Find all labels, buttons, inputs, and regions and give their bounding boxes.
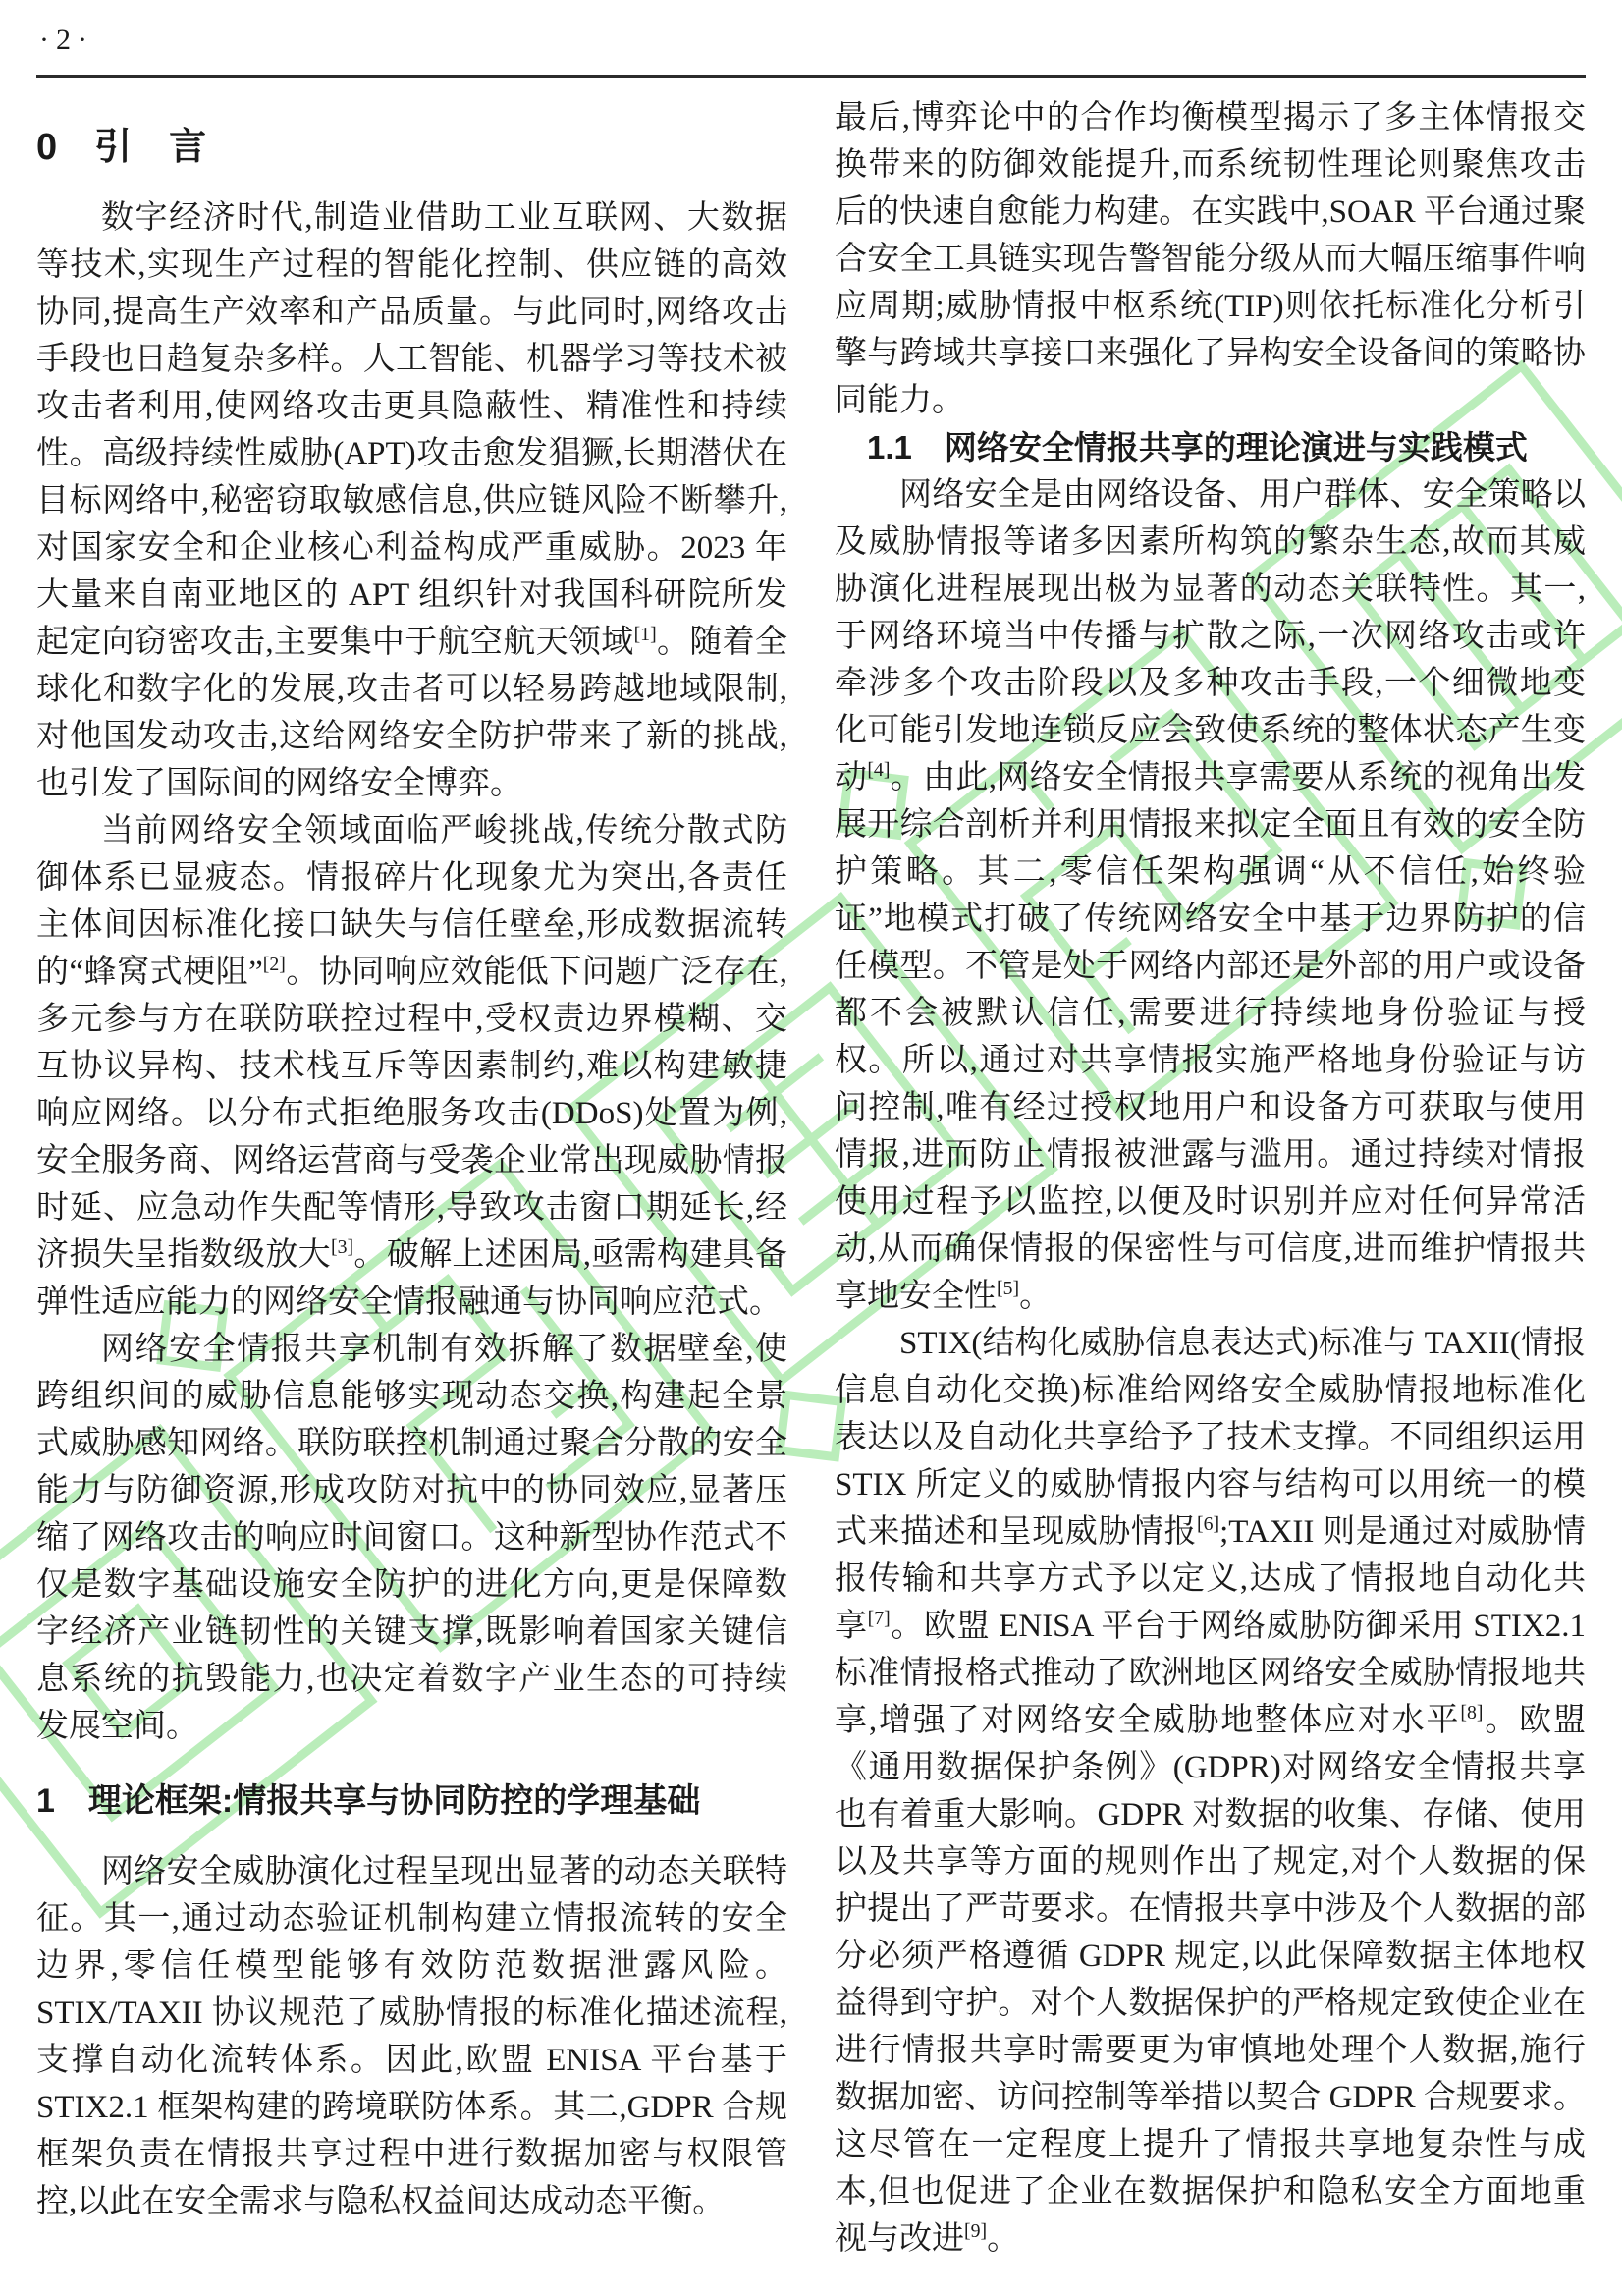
section-1-1-heading: 1.1 网络安全情报共享的理论演进与实践模式 <box>867 429 1528 465</box>
citation-ref: [1] <box>633 624 657 645</box>
header-rule <box>36 75 1586 78</box>
right-column <box>835 94 1586 2286</box>
citation-ref: [7] <box>867 1608 891 1629</box>
citation-ref: [4] <box>867 759 891 781</box>
left-column <box>36 94 787 2286</box>
section-1-heading: 1 理论框架:情报共享与协同防控的学理基础 <box>36 1782 701 1820</box>
citation-ref: [9] <box>964 2220 988 2242</box>
article-body <box>36 94 1586 2286</box>
page-header <box>39 24 1586 57</box>
citation-ref: [3] <box>331 1236 354 1258</box>
paragraph-intro-1: 数字经济时代,制造业借助工业互联网、大数据等技术,实现生产过程的智能化控制、供应链的高效协同,提高生产效率和产品质量。与此同时,网络攻击手段也日趋复杂多样。人工智能、机器学习等技术被攻击者利用,使网络攻击更具隐蔽性、精准性和持续性。高级持续性威胁(APT)攻击愈发猖獗,长期潜伏在目标网络中,秘密窃取敏感信息,供应链风险不断攀升,对国家安全和企业核心利益构成严重威胁。2023 年大量来自南亚地区的 APT 组织针对我国科研院所发起定向窃密攻击,主要集中于航空航天领域[1]。随着全球化和数字化的发展,攻击者可以轻易跨越地域限制,对他国发动攻击,这给网络安全防护带来了新的挑战,也引发了国际间的网络安全博弈。 <box>36 200 788 801</box>
paragraph-intro-2: 当前网络安全领域面临严峻挑战,传统分散式防御体系已显疲态。情报碎片化现象尤为突出,各责任主体间因标准化接口缺失与信任壁垒,形成数据流转的“蜂窝式梗阻”[2]。协同响应效能低下问题广泛存在,多元参与方在联防联控过程中,受权责边界模糊、交互协议异构、技术栈互斥等因素制约,难以构建敏捷响应网络。以分布式拒绝服务攻击(DDoS)处置为例,安全服务商、网络运营商与受袭企业常出现威胁情报时延、应急动作失配等情形,导致攻击窗口期延长,经济损失呈指数级放大[3]。破解上述困局,亟需构建具备弹性适应能力的网络安全情报融通与协同响应范式。 <box>36 813 788 1320</box>
citation-ref: [6] <box>1197 1513 1220 1535</box>
page-number: ·2· <box>39 24 94 56</box>
citation-ref: [5] <box>997 1278 1020 1299</box>
paragraph-sec1-1-2: STIX(结构化威胁信息表达式)标准与 TAXII(情报信息自动化交换)标准给网络安全威胁情报地标准化表达以及自动化共享给予了技术支撑。不同组织运用 STIX 所定义的威胁情报内容与结构可以用统一的模式来描述和呈现威胁情报[6];TAXII 则是通过对威胁情报传输和共享方式予以定义,达成了情报地自动化共享[7]。欧盟 ENISA 平台于网络威胁防御采用 STIX2.1 标准情报格式推动了欧洲地区网络安全威胁情报地共享,增强了对网络安全威胁地整体应对水平[8]。欧盟《通用数据保护条例》(GDPR)对网络安全情报共享也有着重大影响。GDPR 对数据的收集、存储、使用以及共享等方面的规则作出了规定,对个人数据的保护提出了严苛要求。在情报共享中涉及个人数据的部分必须严格遵循 GDPR 规定,以此保障数据主体地权益得到守护。对个人数据保护的严格规定致使企业在进行情报共享时需要更为审慎地处理个人数据,施行数据加密、访问控制等举措以契合 GDPR 合规要求。这尽管在一定程度上提升了情报共享地复杂性与成本,但也促进了企业在数据保护和隐私安全方面地重视与改进[9]。 <box>835 1326 1587 2257</box>
paragraph-intro-3: 网络安全情报共享机制有效拆解了数据壁垒,使跨组织间的威胁信息能够实现动态交换,构建起全景式威胁感知网络。联防联控机制通过聚合分散的安全能力与防御资源,形成攻防对抗中的协同效应,显著压缩了网络攻击的响应时间窗口。这种新型协作范式不仅是数字基础设施安全防护的进化方向,更是保障数字经济产业链韧性的关键支撑,既影响着国家关键信息系统的抗毁能力,也决定着数字产业生态的可持续发展空间。 <box>36 1332 787 1744</box>
paragraph-sec1-1-1: 网络安全是由网络设备、用户群体、安全策略以及威胁情报等诸多因素所构筑的繁杂生态,故而其威胁演化进程展现出极为显著的动态关联特性。其一,于网络环境当中传播与扩散之际,一次网络攻击或许牵涉多个攻击阶段以及多种攻击手段,一个细微地变化可能引发地连锁反应会致使系统的整体状态产生变动[4]。由此,网络安全情报共享需要从系统的视角出发展开综合剖析并利用情报来拟定全面且有效的安全防护策略。其二,零信任架构强调“从不信任,始终验证”地模式打破了传统网络安全中基于边界防护的信任模型。不管是处于网络内部还是外部的用户或设备都不会被默认信任,需要进行持续地身份验证与授权。所以,通过对共享情报实施严格地身份验证与访问控制,唯有经过授权地用户和设备方可获取与使用情报,进而防止情报被泄露与滥用。通过持续对情报使用过程予以监控,以便及时识别并应对任何异常活动,从而确保情报的保密性与可信度,进而维护情报共享地安全性[5]。 <box>835 477 1587 1314</box>
citation-ref: [8] <box>1460 1702 1484 1723</box>
section-0-heading: 0 引 言 <box>36 127 207 168</box>
paragraph-sec1-1: 网络安全威胁演化过程呈现出显著的动态关联特征。其一,通过动态验证机制构建立情报流转的安全边界,零信任模型能够有效防范数据泄露风险。STIX/TAXII 协议规范了威胁情报的标准化描述流程,支撑自动化流转体系。因此,欧盟 ENISA 平台基于 STIX2.1 框架构建的跨境联防体系。其二,GDPR 合规框架负责在情报共享过程中进行数据加密与权限管控,以此在安全需求与隐私权益间达成动态平衡。 <box>36 1854 787 2219</box>
citation-ref: [2] <box>262 954 286 975</box>
paragraph-sec1-continued: 最后,博弈论中的合作均衡模型揭示了多主体情报交换带来的防御效能提升,而系统韧性理论则聚焦攻击后的快速自愈能力构建。在实践中,SOAR 平台通过聚合安全工具链实现告警智能分级从而大幅压缩事件响应周期;威胁情报中枢系统(TIP)则依托标准化分析引擎与跨域共享接口来强化了异构安全设备间的策略协同能力。 <box>835 100 1586 418</box>
